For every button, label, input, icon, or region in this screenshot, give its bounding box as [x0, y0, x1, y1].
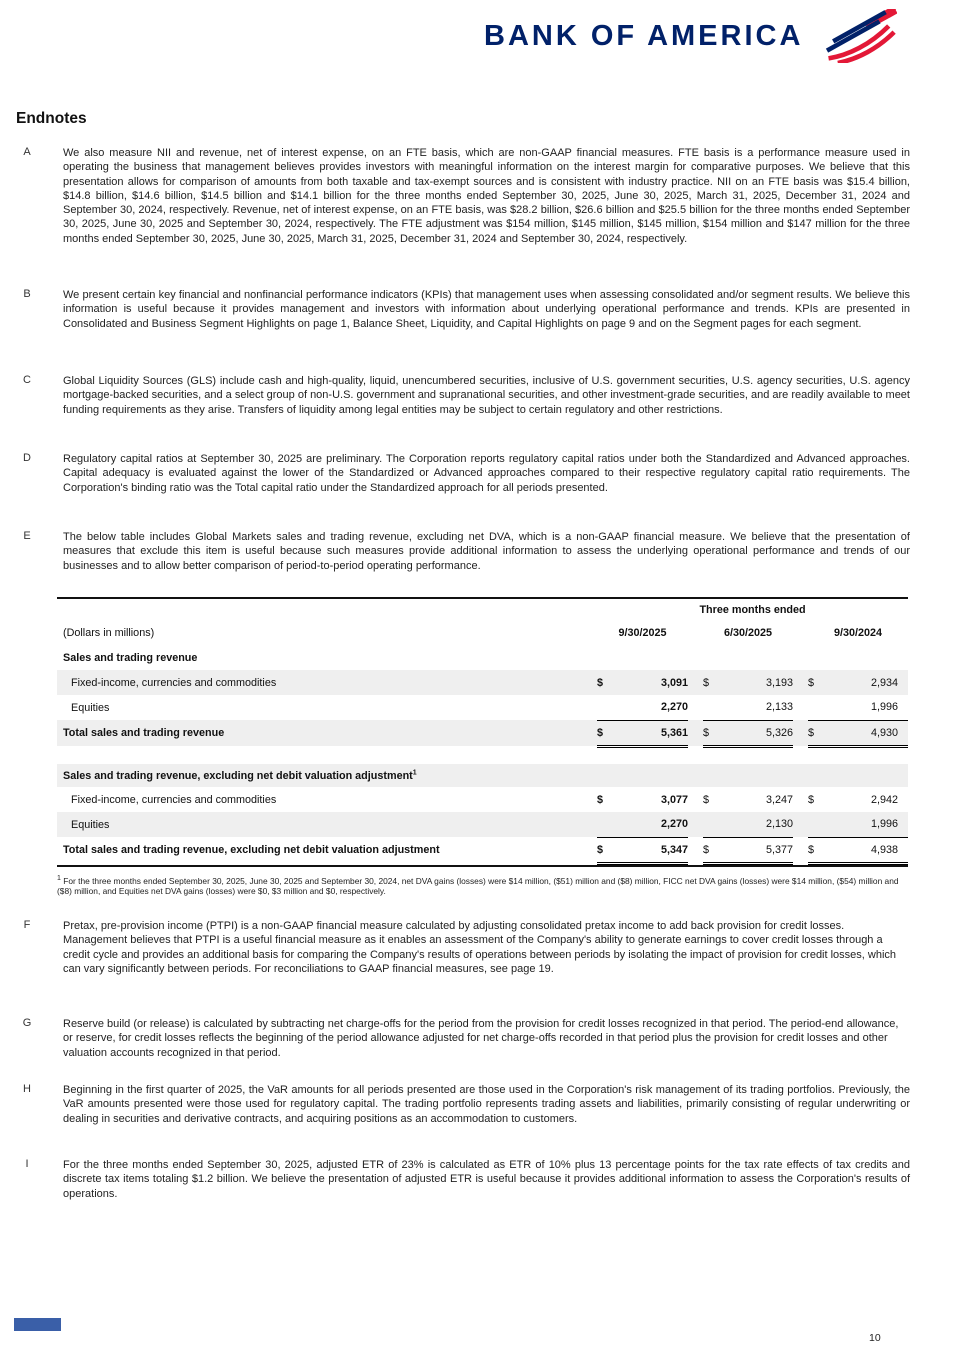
value-cell: 2,133 — [719, 695, 793, 720]
endnote-text: The below table includes Global Markets sales and trading revenue, excluding net DVA, which is a non-GAAP financial measure. We believe that the presentation of measures that exclude this item is useful because such measures provide additional information to assess the underlying operational performance and trends of our businesses and to allow better comparison of period-to-period operating performance. — [63, 531, 910, 572]
row-label: Equities — [57, 812, 597, 837]
table-cell — [688, 620, 703, 645]
dollar-sign: $ — [703, 670, 719, 695]
dollar-sign: $ — [703, 837, 719, 863]
value-cell: 2,130 — [719, 812, 793, 837]
table-cell — [793, 812, 808, 837]
value-cell: 3,077 — [660, 793, 688, 806]
table-cell — [597, 812, 613, 837]
value-cell: 3,247 — [765, 793, 793, 806]
value-cell: 5,347 — [613, 837, 688, 863]
value-cell: 5,326 — [719, 720, 793, 746]
table-spacer-row — [57, 746, 908, 764]
column-header: 6/30/2025 — [723, 626, 773, 639]
table-cell — [688, 670, 703, 695]
dollar-sign: $ — [808, 670, 824, 695]
endnote-text: Pretax, pre-provision income (PTPI) is a non-GAAP financial measure calculated by adjusting consolidated pretax income to add back provision for credit losses. Management believes that PTPI is a useful financial measure as it enables an assessment of the Company's ability to generate earnings to cover credit losses through a credit cycle and provides an additional basis for comparing the Company's results of operations between periods by isolating the impact of provision for credit losses, which can vary significantly between periods. For reconciliations to GAAP financial measures, see page 19. — [63, 920, 897, 975]
table-row — [57, 670, 908, 695]
endnote-text: Global Liquidity Sources (GLS) include cash and high-quality, liquid, unencumbered securities, inclusive of U.S. government securities, U.S. agency securities, U.S. agency mortgage-backed securities, and a select group of non-U.S. government and supranational securities, and other investment-grade securities, and are readily available to meet funding requirements as they arise. Transfers of liquidity among legal entities may be subject to certain regulatory and other restrictions. — [63, 375, 910, 416]
section-title: Sales and trading revenue — [63, 651, 198, 664]
value-cell: 3,091 — [613, 670, 688, 695]
endnote-item-b — [18, 288, 911, 331]
column-header: 9/30/2024 — [834, 626, 883, 639]
value-cell: 5,377 — [719, 837, 793, 863]
table-cell — [703, 695, 719, 720]
row-label: Fixed-income, currencies and commodities — [71, 793, 277, 806]
endnote-text: Reserve build (or release) is calculated by subtracting net charge-offs for the period from the provision for credit losses recognized in that period. The period-end allowance, or reserve, for credit losses reflects the beginning of the period allowance adjusted for net charge-offs recorded in that period plus the provision for credit losses and other valuation accounts recognized in that period. — [63, 1018, 899, 1059]
dollar-sign: $ — [597, 837, 613, 863]
table-cell — [793, 720, 808, 746]
value-cell: 5,361 — [613, 720, 688, 746]
value-cell: 2,942 — [871, 793, 899, 806]
endnote-item-g — [18, 1017, 911, 1060]
row-label: Equities — [71, 701, 110, 714]
table-row — [57, 787, 908, 812]
dollar-sign: $ — [597, 670, 613, 695]
footer-accent-bar — [14, 1318, 61, 1331]
table-cell — [793, 695, 808, 720]
endnote-letter: D — [23, 452, 31, 464]
table-row — [57, 695, 908, 720]
endnote-text: For the three months ended September 30, 2025, adjusted ETR of 23% is calculated as ETR of 10% plus 13 percentage points for the tax rate effects of tax credits and discrete tax items totaling $1.2 billion. We believe the presentation of adjusted ETR is useful because it provides additional information to assess the Corporation's results of operations. — [63, 1159, 910, 1200]
three-months-ended-header: Three months ended — [699, 603, 806, 616]
page-title: Endnotes — [16, 110, 87, 127]
table-cell — [688, 812, 703, 837]
value-cell: 1,996 — [824, 695, 908, 720]
endnote-item-f — [18, 919, 911, 976]
endnote-letter: H — [23, 1083, 31, 1095]
value-cell: 4,930 — [824, 720, 908, 746]
value-cell: 3,193 — [719, 670, 793, 695]
endnote-item-d — [18, 452, 911, 495]
table-footnote — [57, 876, 908, 897]
endnote-text: We also measure NII and revenue, net of interest expense, on an FTE basis, which are non-GAAP financial measures. FTE basis is a performance measure used in operating the business that management believes provides investors with meaningful information on the interest margin for comparative purposes. We believe that this presentation allows for comparison of amounts from both taxable and tax-exempt sources and is consistent with industry practice. NII on an FTE basis was $15.4 billion, $14.8 billion, $14.6 billion, $14.5 billion and $14.1 billion for the three months ended September 30, 2025, June 30, 2025, March 31, 2025, December 31, 2024 and September 30, 2024, respectively. Revenue, net of interest expense, on an FTE basis, was $28.2 billion, $26.6 billion and $25.5 billion for the three months ended September 30, 2025, June 30, 2025 and September 30, 2024, respectively. The FTE adjustment was $154 million, $145 million, $145 million, $154 million and $147 million for the three months ended September 30, 2025, June 30, 2025, March 31, 2025, December 31, 2024 and September 30, 2024, respectively. — [63, 147, 910, 245]
dollar-sign: $ — [808, 720, 824, 746]
section-header-row — [57, 645, 908, 670]
row-label: Fixed-income, currencies and commodities — [57, 670, 597, 695]
endnote-item-c — [18, 374, 911, 417]
endnote-item-a — [18, 146, 911, 246]
table-span-header-row — [57, 599, 908, 620]
dollar-sign: $ — [808, 837, 824, 863]
value-cell: 2,270 — [613, 695, 688, 720]
footnote-marker: 1 — [57, 875, 61, 883]
endnote-item-h — [18, 1083, 911, 1126]
table-cell — [703, 812, 719, 837]
value-cell: 4,938 — [824, 837, 908, 863]
section-header-row — [57, 764, 908, 787]
value-cell: 1,996 — [824, 812, 908, 837]
table-row — [57, 812, 908, 837]
endnote-item-e — [18, 530, 911, 573]
value-cell: 2,270 — [613, 812, 688, 837]
total-label: Total sales and trading revenue, excluding net debit valuation adjustment — [63, 844, 440, 856]
dollar-sign: $ — [703, 720, 719, 746]
total-row — [57, 720, 908, 746]
table-cell — [793, 787, 808, 812]
dollar-sign: $ — [808, 793, 815, 806]
sales-trading-revenue-table — [57, 597, 908, 867]
endnote-letter: C — [23, 374, 31, 386]
page-number: 10 — [869, 1332, 881, 1344]
table-dates-row — [57, 620, 908, 645]
footnote-marker: 1 — [412, 768, 417, 776]
bank-of-america-logo — [484, 9, 897, 63]
total-label: Total sales and trading revenue — [57, 720, 597, 746]
endnote-letter: F — [23, 919, 31, 931]
endnote-letter: B — [23, 288, 31, 300]
table-cell — [688, 695, 703, 720]
endnote-letter: G — [22, 1017, 32, 1029]
table-cell — [57, 599, 597, 620]
table-cell — [688, 787, 703, 812]
logo-text: BANK OF AMERICA — [484, 19, 804, 52]
endnote-text: Regulatory capital ratios at September 30, 2025 are preliminary. The Corporation reports regulatory capital ratios under both the Standardized and Advanced approaches. Capital adequacy is evaluated against the lower of the Standardized or Advanced approaches compared to their respective regulatory capital ratio requirements. The Corporation's binding ratio was the Total capital ratio under the Standardized approach for all periods presented. — [63, 453, 910, 494]
endnote-item-i — [18, 1158, 911, 1201]
endnote-text: We present certain key financial and nonfinancial performance indicators (KPIs) that management uses when assessing consolidated and/or segment results. We believe this information is useful because it provides management and investors with information about underlying operational performance and trends. KPIs are presented in Consolidated and Business Segment Highlights on page 1, Balance Sheet, Liquidity, and Capital Highlights on page 9 and on the Segment pages for each segment. — [63, 289, 910, 330]
endnote-text: Beginning in the first quarter of 2025, the VaR amounts for all periods presented are those used in the Corporation's risk management of its trading portfolios. Previously, the VaR amounts presented were those used for regulatory capital. The trading portfolio represents trading assets and liabilities, primarily consisting of regular underwriting or dealing in securities and derivative contracts, and acquiring positions as an accommodation to customers. — [63, 1084, 910, 1125]
table-cell — [688, 720, 703, 746]
table-cell — [793, 670, 808, 695]
footnote-text: For the three months ended September 30, 2025, June 30, 2025 and September 30, 2024, net DVA gains (losses) were $14 million, ($51) million and ($8) million, FICC net DVA gains (losses) were $14 million, ($54) million and ($8) million, and Equities net DVA gains (losses) were $0, $3 million and $0, respectively. — [57, 876, 899, 897]
section-title: Sales and trading revenue, excluding net debit valuation adjustment$^1$ — [57, 764, 908, 787]
total-row — [57, 837, 908, 863]
dollar-sign: $ — [703, 793, 710, 806]
endnote-letter: E — [23, 530, 31, 542]
flagscape-icon — [811, 9, 897, 63]
table-cell — [597, 695, 613, 720]
table-cell — [808, 695, 824, 720]
dollar-sign: $ — [597, 793, 604, 806]
column-header: 9/30/2025 — [618, 626, 667, 639]
dollars-in-millions-label: (Dollars in millions) — [63, 626, 155, 639]
value-cell: 2,934 — [824, 670, 908, 695]
endnote-letter: A — [23, 146, 31, 158]
table-cell — [688, 837, 703, 863]
table-cell — [793, 620, 808, 645]
dollar-sign: $ — [597, 720, 613, 746]
table-cell — [793, 837, 808, 863]
table-cell — [808, 812, 824, 837]
endnote-letter: I — [25, 1158, 29, 1170]
